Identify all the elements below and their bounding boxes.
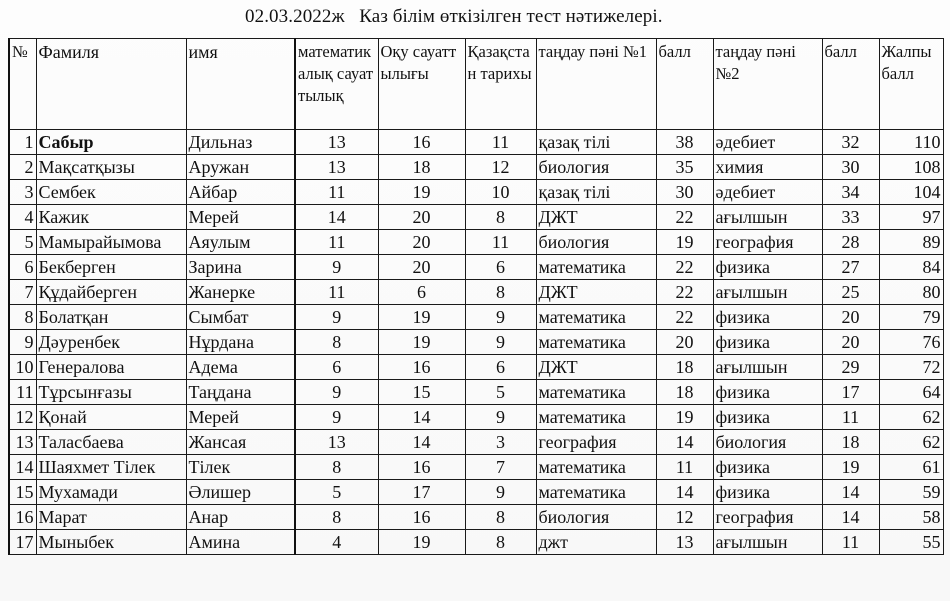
cell-subject1: ДЖТ — [536, 280, 656, 305]
cell-subject1: джт — [536, 530, 656, 555]
cell-reading: 20 — [378, 230, 465, 255]
cell-name: Амина — [186, 530, 295, 555]
cell-subject1: математика — [536, 305, 656, 330]
cell-surname: Таласбаева — [36, 430, 186, 455]
cell-surname: Сембек — [36, 180, 186, 205]
cell-num: 5 — [9, 230, 36, 255]
cell-score2: 32 — [822, 130, 879, 155]
cell-surname: Генералова — [36, 355, 186, 380]
cell-math: 11 — [295, 180, 378, 205]
cell-surname: Мақсатқызы — [36, 155, 186, 180]
table-row — [9, 380, 943, 405]
table-row — [9, 155, 943, 180]
cell-history: 10 — [465, 180, 536, 205]
cell-name: Айбар — [186, 180, 295, 205]
cell-total: 62 — [879, 405, 943, 430]
cell-math: 4 — [295, 530, 378, 555]
cell-score2: 14 — [822, 505, 879, 530]
cell-subject1: математика — [536, 455, 656, 480]
cell-score1: 20 — [656, 330, 713, 355]
document-title: 02.03.2022ж Каз білім өткізілген тест нәтижелері. — [245, 6, 663, 27]
cell-history: 5 — [465, 380, 536, 405]
cell-subject1: математика — [536, 405, 656, 430]
cell-score2: 20 — [822, 305, 879, 330]
cell-history: 7 — [465, 455, 536, 480]
cell-num: 9 — [9, 330, 36, 355]
cell-score2: 11 — [822, 405, 879, 430]
cell-num: 3 — [9, 180, 36, 205]
cell-score1: 30 — [656, 180, 713, 205]
cell-math: 13 — [295, 430, 378, 455]
cell-num: 10 — [9, 355, 36, 380]
cell-total: 89 — [879, 230, 943, 255]
cell-score2: 18 — [822, 430, 879, 455]
table-row — [9, 355, 943, 380]
cell-math: 13 — [295, 155, 378, 180]
table-row — [9, 255, 943, 280]
table-row — [9, 230, 943, 255]
cell-math: 8 — [295, 330, 378, 355]
cell-name: Жансая — [186, 430, 295, 455]
cell-math: 5 — [295, 480, 378, 505]
cell-score2: 28 — [822, 230, 879, 255]
table-body — [9, 130, 943, 555]
header-score2: балл — [822, 39, 879, 130]
cell-reading: 19 — [378, 530, 465, 555]
table-row — [9, 480, 943, 505]
cell-surname: Марат — [36, 505, 186, 530]
cell-math: 6 — [295, 355, 378, 380]
cell-name: Мерей — [186, 205, 295, 230]
cell-score1: 35 — [656, 155, 713, 180]
cell-name: Мерей — [186, 405, 295, 430]
cell-total: 72 — [879, 355, 943, 380]
cell-score1: 11 — [656, 455, 713, 480]
cell-surname: Дәуренбек — [36, 330, 186, 355]
cell-total: 110 — [879, 130, 943, 155]
cell-subject2: физика — [713, 305, 822, 330]
cell-surname: Бекберген — [36, 255, 186, 280]
cell-reading: 16 — [378, 455, 465, 480]
cell-total: 76 — [879, 330, 943, 355]
cell-score1: 19 — [656, 230, 713, 255]
cell-subject1: география — [536, 430, 656, 455]
cell-score1: 13 — [656, 530, 713, 555]
cell-subject1: биология — [536, 230, 656, 255]
cell-num: 7 — [9, 280, 36, 305]
cell-name: Аружан — [186, 155, 295, 180]
cell-score2: 34 — [822, 180, 879, 205]
cell-history: 6 — [465, 355, 536, 380]
cell-subject2: физика — [713, 405, 822, 430]
header-reading: Оқу сауаттылығы — [378, 39, 465, 130]
cell-subject2: химия — [713, 155, 822, 180]
header-history: Қазақстан тарихы — [465, 39, 536, 130]
header-math: математикалық сауаттылық — [295, 39, 378, 130]
cell-subject1: биология — [536, 155, 656, 180]
cell-subject2: география — [713, 230, 822, 255]
cell-subject1: математика — [536, 480, 656, 505]
cell-history: 3 — [465, 430, 536, 455]
cell-score1: 18 — [656, 380, 713, 405]
cell-score1: 22 — [656, 205, 713, 230]
cell-num: 4 — [9, 205, 36, 230]
cell-surname: Мыныбек — [36, 530, 186, 555]
cell-score1: 18 — [656, 355, 713, 380]
cell-num: 1 — [9, 130, 36, 155]
table-row — [9, 455, 943, 480]
cell-score2: 33 — [822, 205, 879, 230]
cell-score2: 11 — [822, 530, 879, 555]
table-row — [9, 305, 943, 330]
cell-subject1: қазақ тілі — [536, 130, 656, 155]
cell-history: 8 — [465, 530, 536, 555]
cell-history: 8 — [465, 505, 536, 530]
header-name: имя — [186, 39, 295, 130]
header-subject1: таңдау пәні №1 — [536, 39, 656, 130]
cell-reading: 14 — [378, 430, 465, 455]
table-row — [9, 330, 943, 355]
cell-total: 84 — [879, 255, 943, 280]
cell-num: 11 — [9, 380, 36, 405]
cell-subject1: математика — [536, 330, 656, 355]
cell-history: 8 — [465, 280, 536, 305]
cell-num: 15 — [9, 480, 36, 505]
cell-total: 59 — [879, 480, 943, 505]
cell-score1: 38 — [656, 130, 713, 155]
cell-reading: 15 — [378, 380, 465, 405]
cell-reading: 16 — [378, 505, 465, 530]
cell-subject1: математика — [536, 380, 656, 405]
cell-subject2: ағылшын — [713, 355, 822, 380]
cell-surname: Қонай — [36, 405, 186, 430]
cell-surname: Құдайберген — [36, 280, 186, 305]
cell-score1: 22 — [656, 280, 713, 305]
cell-reading: 16 — [378, 355, 465, 380]
header-surname: Фамиля — [36, 39, 186, 130]
cell-math: 9 — [295, 380, 378, 405]
cell-reading: 16 — [378, 130, 465, 155]
cell-total: 97 — [879, 205, 943, 230]
cell-reading: 20 — [378, 255, 465, 280]
cell-surname: Сабыр — [36, 130, 186, 155]
cell-subject2: физика — [713, 330, 822, 355]
cell-name: Адема — [186, 355, 295, 380]
cell-num: 16 — [9, 505, 36, 530]
cell-math: 8 — [295, 455, 378, 480]
cell-total: 55 — [879, 530, 943, 555]
cell-math: 9 — [295, 255, 378, 280]
table-row — [9, 280, 943, 305]
cell-score1: 19 — [656, 405, 713, 430]
cell-total: 80 — [879, 280, 943, 305]
cell-reading: 6 — [378, 280, 465, 305]
cell-subject2: әдебиет — [713, 180, 822, 205]
cell-history: 9 — [465, 405, 536, 430]
cell-history: 8 — [465, 205, 536, 230]
cell-reading: 18 — [378, 155, 465, 180]
cell-num: 2 — [9, 155, 36, 180]
cell-reading: 20 — [378, 205, 465, 230]
cell-history: 11 — [465, 130, 536, 155]
cell-reading: 19 — [378, 330, 465, 355]
table-row — [9, 430, 943, 455]
cell-score2: 27 — [822, 255, 879, 280]
cell-num: 14 — [9, 455, 36, 480]
cell-history: 9 — [465, 330, 536, 355]
cell-name: Сымбат — [186, 305, 295, 330]
cell-total: 79 — [879, 305, 943, 330]
cell-subject1: биология — [536, 505, 656, 530]
cell-score2: 25 — [822, 280, 879, 305]
cell-history: 12 — [465, 155, 536, 180]
cell-subject1: қазақ тілі — [536, 180, 656, 205]
cell-surname: Болатқан — [36, 305, 186, 330]
cell-subject2: ағылшын — [713, 530, 822, 555]
cell-num: 12 — [9, 405, 36, 430]
cell-score2: 17 — [822, 380, 879, 405]
cell-total: 62 — [879, 430, 943, 455]
cell-score1: 14 — [656, 430, 713, 455]
cell-math: 11 — [295, 280, 378, 305]
cell-name: Жанерке — [186, 280, 295, 305]
table-row — [9, 505, 943, 530]
cell-subject2: биология — [713, 430, 822, 455]
cell-score1: 22 — [656, 255, 713, 280]
cell-score2: 14 — [822, 480, 879, 505]
header-total: Жалпы балл — [879, 39, 943, 130]
table-row — [9, 530, 943, 555]
cell-history: 9 — [465, 480, 536, 505]
table-header-row — [9, 39, 943, 130]
cell-reading: 14 — [378, 405, 465, 430]
cell-math: 8 — [295, 505, 378, 530]
cell-reading: 19 — [378, 180, 465, 205]
cell-name: Тілек — [186, 455, 295, 480]
cell-surname: Мухамади — [36, 480, 186, 505]
cell-history: 11 — [465, 230, 536, 255]
cell-subject2: физика — [713, 455, 822, 480]
cell-score1: 14 — [656, 480, 713, 505]
cell-name: Әлишер — [186, 480, 295, 505]
cell-total: 58 — [879, 505, 943, 530]
cell-name: Аяулым — [186, 230, 295, 255]
cell-math: 9 — [295, 305, 378, 330]
cell-surname: Мамырайымова — [36, 230, 186, 255]
cell-subject2: ағылшын — [713, 205, 822, 230]
results-table — [8, 38, 944, 555]
cell-subject1: математика — [536, 255, 656, 280]
cell-total: 64 — [879, 380, 943, 405]
cell-name: Зарина — [186, 255, 295, 280]
cell-history: 6 — [465, 255, 536, 280]
cell-math: 14 — [295, 205, 378, 230]
cell-math: 9 — [295, 405, 378, 430]
cell-math: 13 — [295, 130, 378, 155]
cell-subject1: ДЖТ — [536, 355, 656, 380]
table-row — [9, 130, 943, 155]
cell-subject2: физика — [713, 480, 822, 505]
cell-total: 104 — [879, 180, 943, 205]
cell-num: 8 — [9, 305, 36, 330]
table-row — [9, 205, 943, 230]
cell-name: Таңдана — [186, 380, 295, 405]
cell-subject2: әдебиет — [713, 130, 822, 155]
cell-total: 61 — [879, 455, 943, 480]
cell-subject2: ағылшын — [713, 280, 822, 305]
cell-subject1: ДЖТ — [536, 205, 656, 230]
cell-surname: Шаяхмет Тілек — [36, 455, 186, 480]
cell-math: 11 — [295, 230, 378, 255]
cell-subject2: физика — [713, 380, 822, 405]
cell-score2: 20 — [822, 330, 879, 355]
cell-history: 9 — [465, 305, 536, 330]
cell-name: Анар — [186, 505, 295, 530]
cell-name: Нұрдана — [186, 330, 295, 355]
table-row — [9, 405, 943, 430]
cell-num: 17 — [9, 530, 36, 555]
cell-num: 6 — [9, 255, 36, 280]
cell-surname: Кажик — [36, 205, 186, 230]
cell-surname: Тұрсынғазы — [36, 380, 186, 405]
cell-subject2: география — [713, 505, 822, 530]
cell-score2: 30 — [822, 155, 879, 180]
cell-score1: 12 — [656, 505, 713, 530]
cell-name: Дильназ — [186, 130, 295, 155]
cell-score2: 29 — [822, 355, 879, 380]
cell-score1: 22 — [656, 305, 713, 330]
cell-score2: 19 — [822, 455, 879, 480]
cell-reading: 17 — [378, 480, 465, 505]
table-row — [9, 180, 943, 205]
cell-reading: 19 — [378, 305, 465, 330]
cell-num: 13 — [9, 430, 36, 455]
cell-total: 108 — [879, 155, 943, 180]
header-subject2: таңдау пәні №2 — [713, 39, 822, 130]
header-num: № — [9, 39, 36, 130]
cell-subject2: физика — [713, 255, 822, 280]
header-score1: балл — [656, 39, 713, 130]
